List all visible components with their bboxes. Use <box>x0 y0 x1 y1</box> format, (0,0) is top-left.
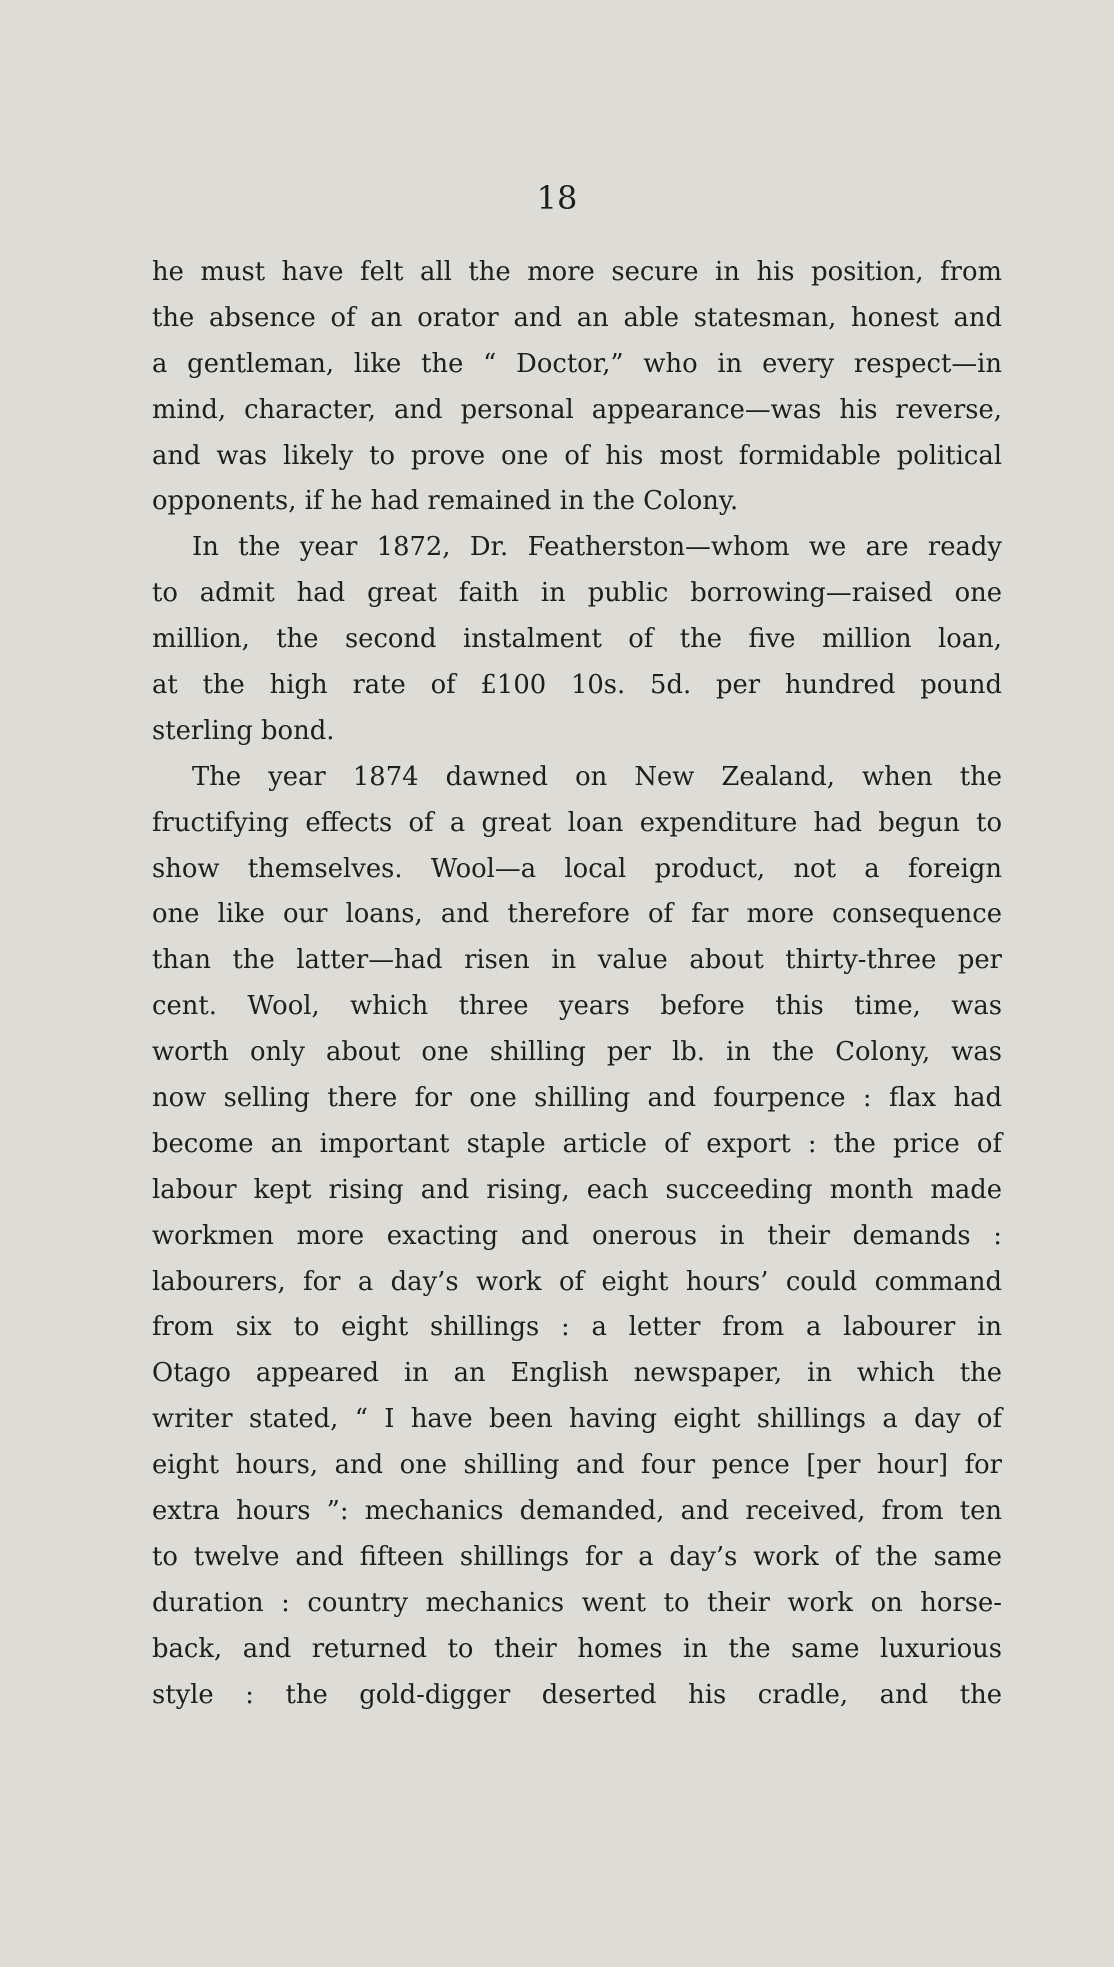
text-line: extra hours ”: mechanics demanded, and received, from ten <box>152 1496 1002 1527</box>
text-line: a gentleman, like the “ Doctor,” who in every respect—in <box>152 348 1002 379</box>
text-line: Otago appeared in an English newspaper, in which the <box>152 1358 1002 1389</box>
text-line: fructifying effects of a great loan expenditure had begun to <box>152 807 1002 838</box>
text-line: The year 1874 dawned on New Zealand, when the <box>192 761 1002 792</box>
text-line: and was likely to prove one of his most formidable political <box>152 440 1002 471</box>
body-text <box>152 250 1002 1719</box>
text-line: sterling bond. <box>152 715 335 746</box>
text-line: show themselves. Wool—a local product, not a foreign <box>152 853 1002 884</box>
page-number: 18 <box>536 179 578 217</box>
text-line: worth only about one shilling per lb. in the Colony, was <box>152 1037 1002 1068</box>
text-line: back, and returned to their homes in the same luxurious <box>152 1633 1002 1664</box>
text-line: opponents, if he had remained in the Colony. <box>152 486 739 517</box>
text-line: writer stated, “ I have been having eight shillings a day of <box>152 1404 1002 1435</box>
text-line: eight hours, and one shilling and four pence [per hour] for <box>152 1450 1002 1481</box>
text-line: labour kept rising and rising, each succeeding month made <box>152 1174 1002 1205</box>
text-line: now selling there for one shilling and fourpence : flax had <box>152 1083 1002 1114</box>
text-line: from six to eight shillings : a letter from a labourer in <box>152 1312 1002 1343</box>
text-line: one like our loans, and therefore of far more consequence <box>152 899 1002 930</box>
text-line: mind, character, and personal appearance—was his reverse, <box>152 394 1002 425</box>
text-line: than the latter—had risen in value about thirty-three per <box>152 945 1002 976</box>
text-line: he must have felt all the more secure in his position, from <box>152 257 1002 287</box>
text-line: at the high rate of £100 10s. 5d. per hundred pound <box>152 670 1002 701</box>
text-line: workmen more exacting and onerous in their demands : <box>152 1220 1002 1251</box>
text-line: become an important staple article of export : the price of <box>152 1128 1002 1159</box>
text-line: duration : country mechanics went to their work on horse- <box>152 1587 1002 1618</box>
text-line: In the year 1872, Dr. Featherston—whom we are ready <box>192 532 1002 563</box>
text-line: cent. Wool, which three years before this time, was <box>152 991 1002 1022</box>
text-line: million, the second instalment of the five million loan, <box>152 624 1002 655</box>
text-line: to twelve and fifteen shillings for a day’s work of the same <box>152 1541 1002 1572</box>
text-line: style : the gold-digger deserted his cradle, and the <box>152 1679 1002 1710</box>
text-line: labourers, for a day’s work of eight hours’ could command <box>152 1266 1002 1297</box>
text-line: to admit had great faith in public borrowing—raised one <box>152 578 1002 609</box>
text-line: the absence of an orator and an able statesman, honest and <box>152 302 1002 333</box>
